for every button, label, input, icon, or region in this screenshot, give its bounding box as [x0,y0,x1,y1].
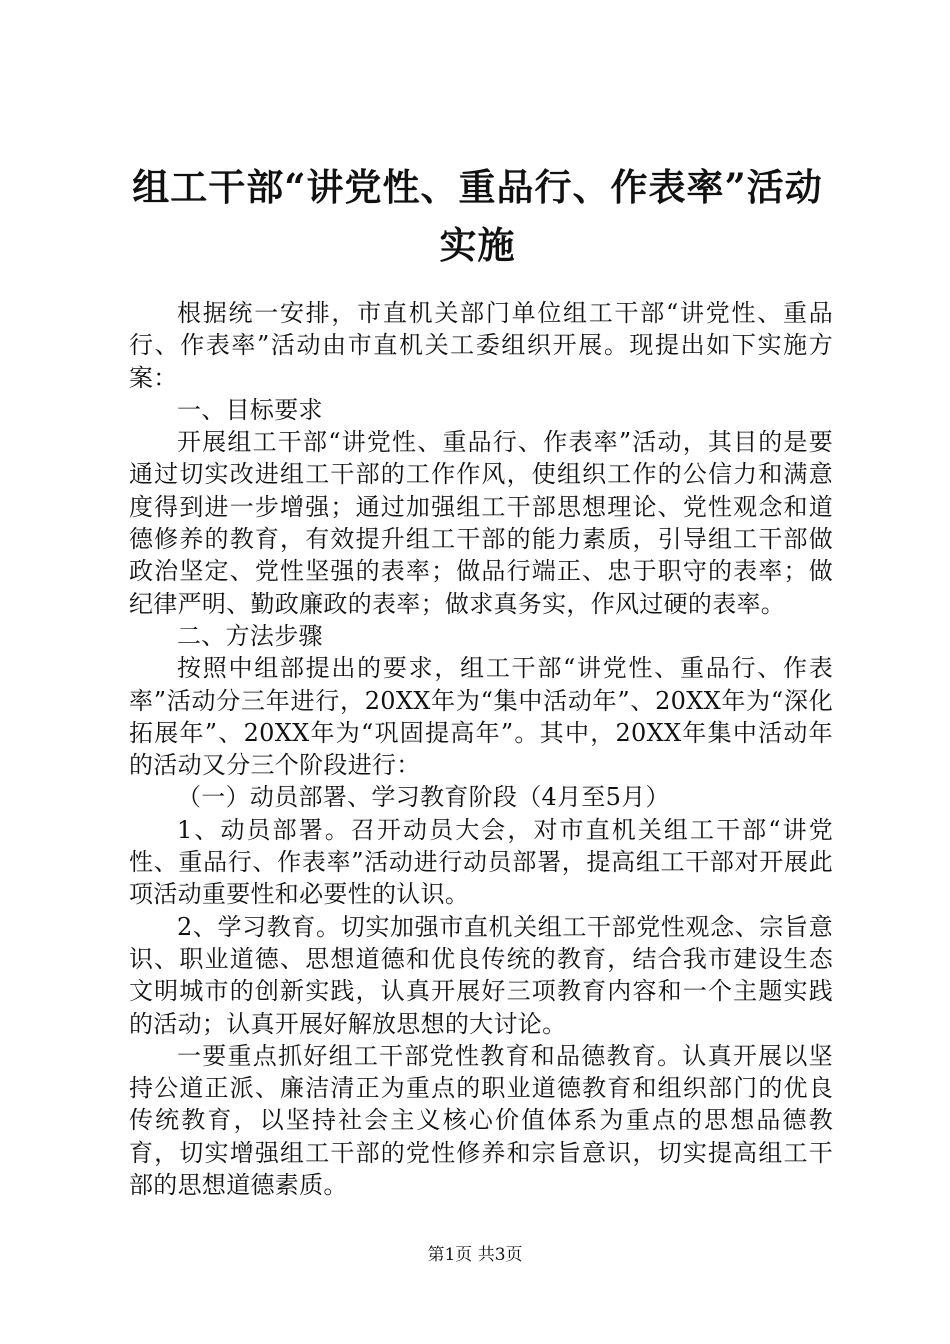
document-title: 组工干部“讲党性、重品行、作表率”活动实施 [132,165,823,267]
goals-paragraph: 开展组工干部“讲党性、重品行、作表率”活动，其目的是要通过切实改进组工干部的工作作风，使组织工作的公信力和满意度得到进一步增强；通过加强组工干部思想理论、党性观念和道德修养的教育，有效提升组工干部的能力素质，引导组工干部做政治坚定、党性坚强的表率；做品行端正、忠于职守的表率；做纪律严明、勤政廉政的表率；做求真务实，作风过硬的表率。 [129,428,833,618]
intro-paragraph: 根据统一安排，市直机关部门单位组工干部“讲党性、重品行、作表率”活动由市直机关工委组织开展。现提出如下实施方案： [129,299,833,392]
page-number-footer: 第1页 共3页 [427,1245,523,1265]
mobilization-paragraph: 1、动员部署。召开动员大会，对市直机关组工干部“讲党性、重品行、作表率”活动进行动员部署，提高组工干部对开展此项活动重要性和必要性的认识。 [129,815,833,909]
steps-paragraph: 按照中组部提出的要求，组工干部“讲党性、重品行、作表率”活动分三年进行，20XX年为“集中活动年”、20XX年为“深化拓展年”、20XX年为“巩固提高年”。其中，20XX年集中活动年的活动又分三个阶段进行： [129,654,833,780]
subsection-heading-phase-one: （一）动员部署、学习教育阶段（4月至5月） [177,783,670,812]
study-education-paragraph: 2、学习教育。切实加强市直机关组工干部党性观念、宗旨意识、职业道德、思想道德和优良传统的教育，结合我市建设生态文明城市的创新实践，认真开展好三项教育内容和一个主题实践的活动；认真开展好解放思想的大讨论。 [129,912,833,1038]
section-heading-steps: 二、方法步骤 [177,621,323,650]
section-heading-goals: 一、目标要求 [177,395,323,424]
document-body [129,297,833,1201]
moral-education-paragraph: 一要重点抓好组工干部党性教育和品德教育。认真开展以坚持公道正派、廉洁清正为重点的职业道德教育和组织部门的优良传统教育，以坚持社会主义核心价值体系为重点的思想品德教育，切实增强组工干部的党性修养和宗旨意识，切实提高组工干部的思想道德素质。 [129,1041,833,1200]
